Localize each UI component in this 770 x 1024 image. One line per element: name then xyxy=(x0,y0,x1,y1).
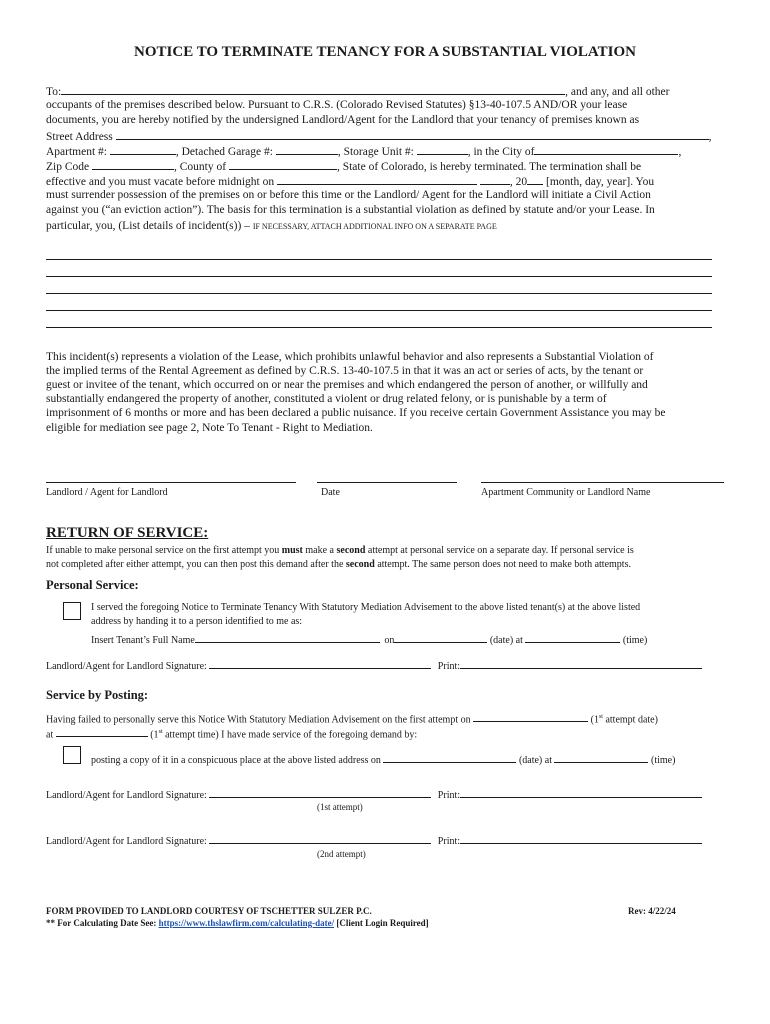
text: Having failed to personally serve this Notice With Statutory Mediation Advisement on the first attempt on xyxy=(46,714,471,726)
personal-service-heading: Personal Service: xyxy=(46,578,139,592)
incident-detail-line[interactable] xyxy=(46,327,712,328)
time-label: (time) xyxy=(622,635,648,646)
street-address-field[interactable] xyxy=(116,128,709,140)
calc-label: ** For Calculating Date See: xyxy=(46,918,159,928)
posting-signature-field-1[interactable] xyxy=(209,787,431,798)
violation-line: eligible for mediation see page 2, Note To Tenant - Right to Mediation. xyxy=(46,422,373,434)
intro-line-9: against you (“an eviction action”). The basis for this termination is a substantial violation as defined by statute and/or your Lease. In xyxy=(46,204,655,216)
date-signature-line[interactable] xyxy=(317,482,457,483)
apartment-label: Apartment #: xyxy=(46,146,107,158)
emphasis: second xyxy=(345,559,375,570)
violation-line: substantially endangered the property of another, constituted a violent or drug related felony, or is punishable by a term of xyxy=(46,393,607,405)
text: (1 xyxy=(150,729,159,741)
date-caption: Date xyxy=(321,487,340,498)
zip-field[interactable] xyxy=(92,158,174,170)
calc-note: [Client Login Required] xyxy=(334,918,429,928)
superscript: st xyxy=(158,729,163,735)
storage-field[interactable] xyxy=(417,143,468,155)
time-label: (time) xyxy=(650,755,676,766)
punctuation: , xyxy=(678,146,682,158)
tenant-name-row xyxy=(91,632,647,647)
posting-print-field-2[interactable] xyxy=(460,833,702,844)
page-title: NOTICE TO TERMINATE TENANCY FOR A SUBSTANTIAL VIOLATION xyxy=(134,44,636,60)
posting-print-field-1[interactable] xyxy=(460,787,702,798)
county-field[interactable] xyxy=(229,158,337,170)
text: attempt at personal service on a separate day. If personal service is xyxy=(365,545,634,556)
intro-line-7 xyxy=(46,173,654,189)
intro-text: , State of Colorado, is hereby terminated. The termination shall be xyxy=(336,161,642,173)
intro-line-3: documents, you are hereby notified by the undersigned Landlord/Agent for the Landlord that your tenancy of premises known as xyxy=(46,114,640,126)
first-attempt-time-field[interactable] xyxy=(56,726,148,737)
street-address-label: Street Address xyxy=(46,131,113,143)
return-of-service-text-1 xyxy=(46,544,634,557)
landlord-agent-caption: Landlord / Agent for Landlord xyxy=(46,487,168,498)
community-caption: Apartment Community or Landlord Name xyxy=(481,487,651,498)
intro-line-1 xyxy=(46,83,670,99)
community-signature-line[interactable] xyxy=(481,482,724,483)
violation-line: guest or invitee of the tenant, which occurred on or near the premises and which endangered the person of another, or willfully and xyxy=(46,379,648,391)
city-field[interactable] xyxy=(534,143,678,155)
signature-label: Landlord/Agent for Landlord Signature: xyxy=(46,661,207,672)
service-time-field[interactable] xyxy=(525,632,620,643)
posting-time-field[interactable] xyxy=(554,752,648,763)
posting-signature-field-2[interactable] xyxy=(209,833,431,844)
personal-service-text-2: address by handing it to a person identified to me as: xyxy=(91,616,303,627)
intro-line-10 xyxy=(46,219,497,234)
punctuation: , xyxy=(708,131,712,143)
text: at xyxy=(46,729,54,741)
incident-detail-line[interactable] xyxy=(46,310,712,311)
text: If unable to make personal service on the first attempt you xyxy=(46,545,282,556)
zip-label: Zip Code xyxy=(46,161,90,173)
on-label: on xyxy=(384,635,395,646)
personal-service-text-1: I served the foregoing Notice to Terminate Tenancy With Statutory Mediation Advisement to the above listed tenant(s) at the above listed xyxy=(91,602,641,613)
posting-heading: Service by Posting: xyxy=(46,688,149,702)
violation-line: imprisonment of 6 months or more and has been declared a public nuisance. If you receive certain Government Assistance you may be xyxy=(46,407,666,419)
footer-courtesy: FORM PROVIDED TO LANDLORD COURTESY OF TSCHETTER SULZER P.C. xyxy=(46,906,372,916)
emphasis: must xyxy=(281,545,303,556)
city-label: , in the City of xyxy=(467,146,535,158)
county-label: , County of xyxy=(174,161,227,173)
intro-line-6 xyxy=(46,158,641,174)
posting-row xyxy=(91,752,675,767)
text: posting a copy of it in a conspicuous place at the above listed address on xyxy=(91,755,381,766)
text: attempt. The same person does not need to make both attempts. xyxy=(374,559,631,570)
storage-label: , Storage Unit #: xyxy=(337,146,414,158)
personal-service-checkbox[interactable] xyxy=(63,602,81,620)
service-date-field[interactable] xyxy=(394,632,487,643)
incident-label: particular, you, (List details of incident(s)) – xyxy=(46,220,253,232)
personal-print-field[interactable] xyxy=(460,658,702,669)
intro-line-4 xyxy=(46,128,712,144)
violation-line: the implied terms of the Rental Agreement as defined by C.R.S. 13-40-107.5 in that it was an act or series of acts, by the tenant or xyxy=(46,365,644,377)
text: make a xyxy=(302,545,337,556)
posting-text-1 xyxy=(46,711,658,726)
print-label: Print: xyxy=(437,661,461,672)
posting-signature-row-2 xyxy=(46,833,702,848)
first-attempt-caption: (1st attempt) xyxy=(317,802,363,812)
personal-signature-row xyxy=(46,658,702,673)
footer-calc-line xyxy=(46,918,429,928)
vacate-day-field[interactable] xyxy=(480,173,510,185)
to-label: To: xyxy=(46,86,62,98)
print-label: Print: xyxy=(437,790,461,801)
calculating-date-link[interactable]: https://www.thslawfirm.com/calculating-date/ xyxy=(158,918,335,928)
incident-detail-line[interactable] xyxy=(46,276,712,277)
first-attempt-date-field[interactable] xyxy=(473,711,588,722)
personal-signature-field[interactable] xyxy=(209,658,431,669)
insert-tenant-label: Insert Tenant’s Full Name xyxy=(91,635,195,646)
revision-date: Rev: 4/22/24 xyxy=(628,906,676,916)
return-of-service-heading: RETURN OF SERVICE: xyxy=(46,525,209,541)
posting-signature-row-1 xyxy=(46,787,702,802)
vacate-date-field[interactable] xyxy=(277,173,477,185)
second-attempt-caption: (2nd attempt) xyxy=(317,849,366,859)
text: (1 xyxy=(590,714,599,726)
incident-detail-line[interactable] xyxy=(46,293,712,294)
intro-line-8: must surrender possession of the premises on or before this time or the Landlord/ Agent for the Landlord will initiate a Civil Action xyxy=(46,189,651,201)
year-field[interactable] xyxy=(527,173,543,185)
garage-label: , Detached Garage #: xyxy=(175,146,273,158)
date-label: (date) at xyxy=(518,755,552,766)
signature-label: Landlord/Agent for Landlord Signature: xyxy=(46,836,207,847)
apartment-field[interactable] xyxy=(110,143,176,155)
to-field[interactable] xyxy=(61,83,565,95)
violation-line: This incident(s) represents a violation of the Lease, which prohibits unlawful behavior and also represents a Substantial Violation of xyxy=(46,351,654,363)
intro-text: , and any, and all other xyxy=(565,86,670,98)
landlord-signature-line[interactable] xyxy=(46,482,296,483)
posting-checkbox[interactable] xyxy=(63,746,81,764)
print-label: Print: xyxy=(437,836,461,847)
garage-field[interactable] xyxy=(276,143,338,155)
emphasis: second xyxy=(336,545,366,556)
text: not completed after either attempt, you can then post this demand after the xyxy=(46,559,346,570)
tenant-name-field[interactable] xyxy=(195,632,380,643)
posting-text-2 xyxy=(46,726,417,741)
vacate-label: effective and you must vacate before midnight on xyxy=(46,176,275,188)
posting-date-field[interactable] xyxy=(383,752,516,763)
intro-line-5 xyxy=(46,143,681,159)
intro-line-2: occupants of the premises described below. Pursuant to C.R.S. (Colorado Revised Statutes) §13-40-107.5 AND/OR your lease xyxy=(46,99,628,111)
year-prefix: , 20 xyxy=(509,176,528,188)
intro-text: [month, day, year]. You xyxy=(543,176,655,188)
return-of-service-text-2 xyxy=(46,558,631,571)
text: attempt time) I have made service of the foregoing demand by: xyxy=(162,729,418,741)
signature-label: Landlord/Agent for Landlord Signature: xyxy=(46,790,207,801)
incident-detail-line[interactable] xyxy=(46,259,712,260)
text: attempt date) xyxy=(602,714,658,726)
superscript: st xyxy=(598,714,603,720)
attach-note: IF NECESSARY, ATTACH ADDITIONAL INFO ON A SEPARATE PAGE xyxy=(252,222,497,231)
date-label: (date) at xyxy=(489,635,523,646)
